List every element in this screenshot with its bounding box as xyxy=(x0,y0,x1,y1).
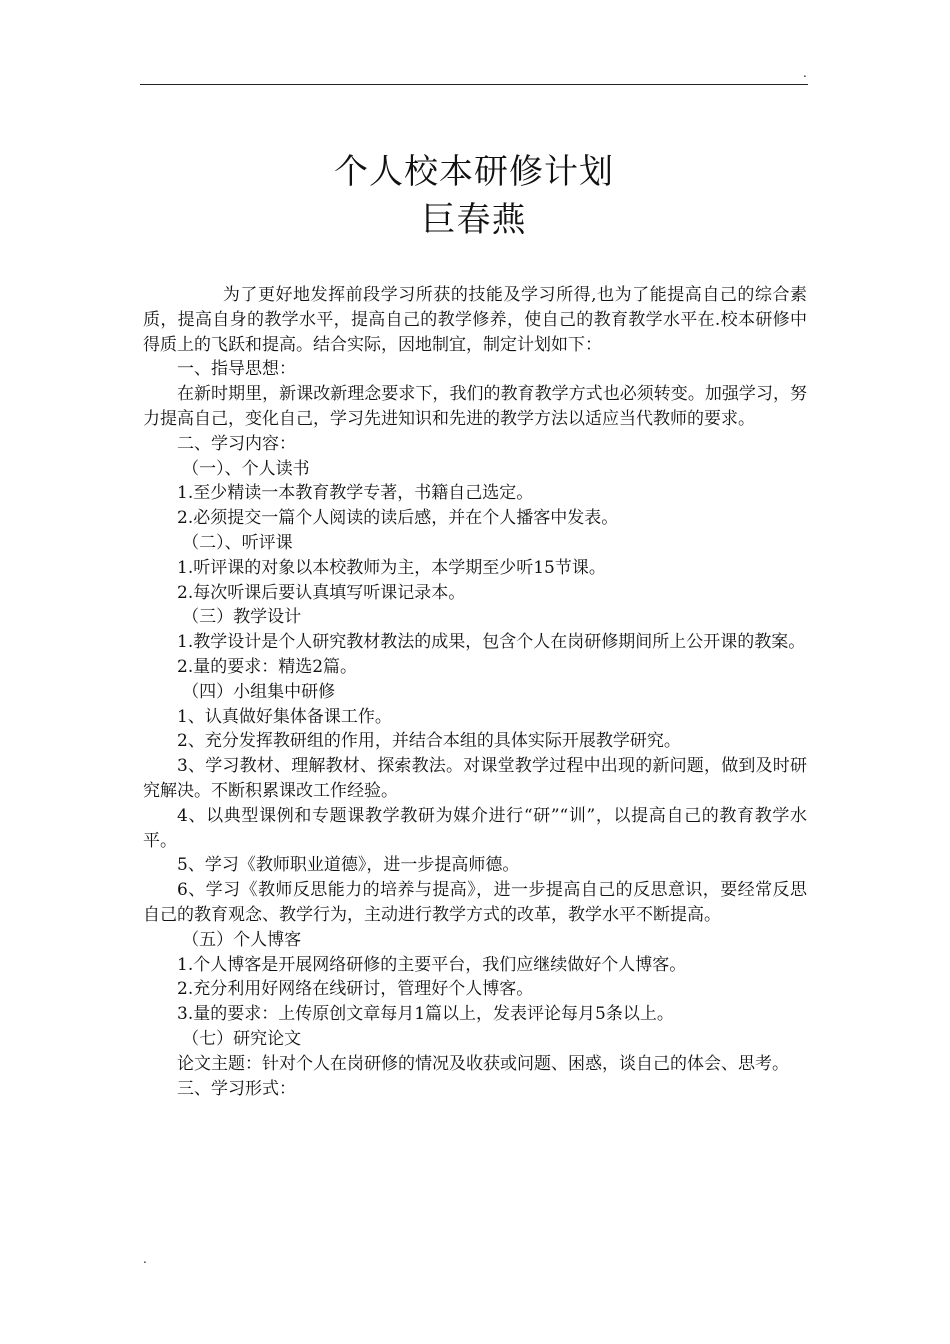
section-subheading: （五）个人博客 xyxy=(182,929,302,950)
header-dot: . xyxy=(803,66,807,80)
document-title: 个人校本研修计划 xyxy=(334,152,614,192)
document-body xyxy=(143,283,807,1101)
body-paragraph: 3、学习教材、理解教材、探索教法。对课堂教学过程中出现的新问题，做到及时研究解决。不断积累课改工作经验。 xyxy=(143,756,807,801)
header-rule xyxy=(140,84,808,85)
body-paragraph: 2.量的要求：精选2篇。 xyxy=(177,656,358,677)
section-subheading: （四）小组集中研修 xyxy=(182,681,336,702)
body-paragraph: 2、充分发挥教研组的作用，并结合本组的具体实际开展教学研究。 xyxy=(177,731,681,752)
body-paragraph: 为了更好地发挥前段学习所获的技能及学习所得,也为了能提高自己的综合素质，提高自身的教学水平，提高自己的教学修养，使自己的教育教学水平在.校本研修中得质上的飞跃和提高。结合实际，因地制宜，制定计划如下： xyxy=(143,285,807,355)
body-paragraph: 1.至少精读一本教育教学专著，书籍自己选定。 xyxy=(177,483,534,504)
body-paragraph: 1、认真做好集体备课工作。 xyxy=(177,706,392,727)
body-paragraph: 二、学习内容： xyxy=(177,433,296,454)
body-paragraph: 2.必须提交一篇个人阅读的读后感，并在个人播客中发表。 xyxy=(177,508,619,529)
body-paragraph: 3.量的要求：上传原创文章每月1篇以上，发表评论每月5条以上。 xyxy=(177,1004,674,1025)
section-subheading: （一）、个人读书 xyxy=(182,458,310,479)
body-paragraph: 5、学习《教师职业道德》，进一步提高师德。 xyxy=(177,855,520,876)
section-subheading: （二）、听评课 xyxy=(182,532,293,553)
footer-dot: . xyxy=(143,1252,147,1266)
body-paragraph: 三、学习形式： xyxy=(177,1078,296,1099)
body-paragraph: 在新时期里，新课改新理念要求下，我们的教育教学方式也必须转变。加强学习，努力提高自己，变化自己，学习先进知识和先进的教学方法以适应当代教师的要求。 xyxy=(143,384,807,429)
body-paragraph: 一、指导思想： xyxy=(177,359,296,380)
body-paragraph: 1.教学设计是个人研究教材教法的成果，包含个人在岗研修期间所上公开课的教案。 xyxy=(177,632,806,653)
section-subheading: （七）研究论文 xyxy=(182,1028,302,1049)
body-paragraph: 1.个人博客是开展网络研修的主要平台，我们应继续做好个人博客。 xyxy=(177,954,687,975)
document-author: 巨春燕 xyxy=(421,200,527,240)
body-paragraph: 4、以典型课例和专题课教学教研为媒介进行“研”“训”，以提高自己的教育教学水平。 xyxy=(143,805,807,851)
body-paragraph: 2.每次听课后要认真填写听课记录本。 xyxy=(177,582,466,603)
body-paragraph: 2.充分利用好网络在线研讨，管理好个人博客。 xyxy=(177,979,534,1000)
body-paragraph: 1.听评课的对象以本校教师为主，本学期至少听15节课。 xyxy=(177,557,606,578)
body-paragraph: 论文主题：针对个人在岗研修的情况及收获或问题、困惑，谈自己的体会、思考。 xyxy=(177,1053,789,1074)
body-paragraph: 6、学习《教师反思能力的培养与提高》，进一步提高自己的反思意识，要经常反思自己的教育观念、教学行为，主动进行教学方式的改革，教学水平不断提高。 xyxy=(143,880,807,925)
section-subheading: （三）教学设计 xyxy=(182,607,302,628)
